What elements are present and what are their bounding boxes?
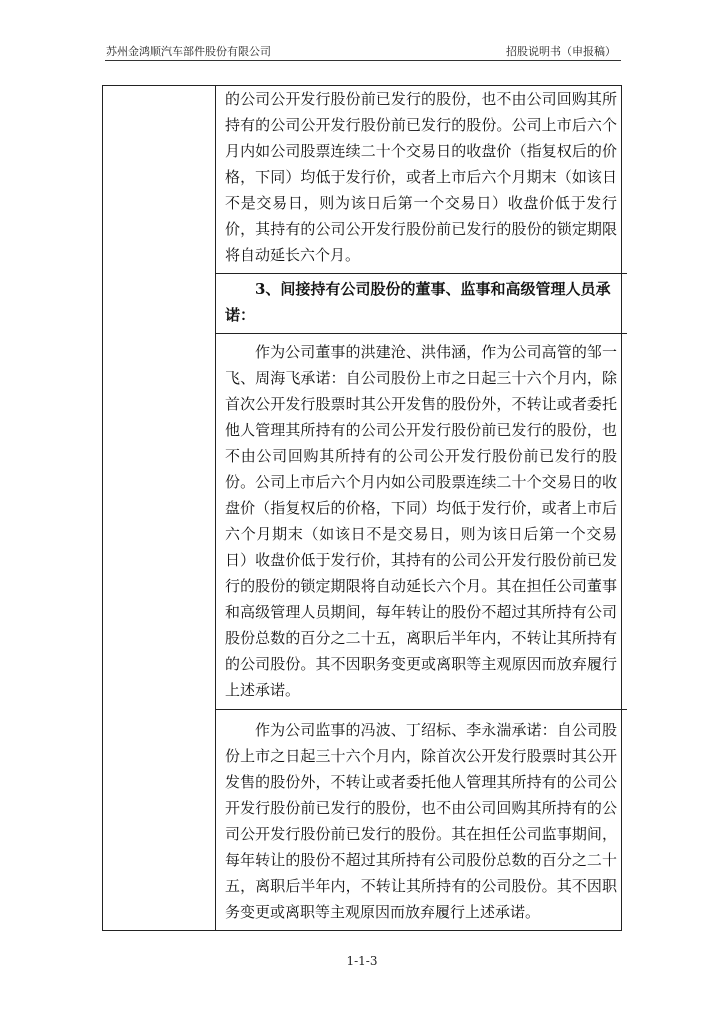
document-type: 招股说明书（申报稿） bbox=[506, 45, 616, 58]
header-rule bbox=[105, 60, 621, 61]
paragraph-directors-commitment: 作为公司董事的洪建沧、洪伟涵，作为公司高管的邹一飞、周海飞承诺：自公司股份上市之日起三十六个月内，除首次公开发行股票时其公开发售的股份外，不转让或者委托他人管理其所持有的公司公开发行股份前已发行的股份，也不由公司回购其所持有的公司公开发行股份前已发行的股份。公司上市后六个月内如公司股票连续二十个交易日的收盘价（指复权后的价格，下同）均低于发行价，或者上市后六个月期末（如该日不是交易日，则为该日后第一个交易日）收盘价低于发行价，其持有的公司公开发行股份前已发行的股份的锁定期限将自动延长六个月。其在担任公司董事和高级管理人员期间，每年转让的股份不超过其所持有公司股份总数的百分之二十五，离职后半年内，不转让其所持有的公司股份。其不因职务变更或离职等主观原因而放弃履行上述承诺。 bbox=[225, 343, 617, 699]
commitment-content-cell bbox=[225, 86, 617, 925]
section-heading: 3、间接持有公司股份的董事、监事和高级管理人员承诺： bbox=[225, 280, 611, 324]
row-divider bbox=[215, 709, 627, 710]
paragraph-supervisors-commitment: 作为公司监事的冯波、丁绍标、李永湍承诺：自公司股份上市之日起三十六个月内，除首次公开发行股票时其公开发售的股份外，不转让或者委托他人管理其所持有的公司公开发行股份前已发行的股份，也不由公司回购其所持有的公司公开发行股份前已发行的股份。其在担任公司监事期间，每年转让的股份不超过其所持有公司股份总数的百分之二十五，离职后半年内，不转让其所持有的公司股份。其不因职务变更或离职等主观原因而放弃履行上述承诺。 bbox=[225, 721, 617, 921]
paragraph-lockup-continued: 的公司公开发行股份前已发行的股份，也不由公司回购其所持有的公司公开发行股份前已发行的股份。公司上市后六个月内如公司股票连续二十个交易日的收盘价（指复权后的价格，下同）均低于发行价，或者上市后六个月期末（如该日不是交易日，则为该日后第一个交易日）收盘价低于发行价，其持有的公司公开发行股份前已发行的股份的锁定期限将自动延长六个月。 bbox=[225, 90, 617, 264]
column-divider bbox=[215, 86, 216, 930]
commitment-table bbox=[102, 85, 622, 931]
page-header bbox=[106, 41, 620, 61]
row-divider bbox=[215, 333, 627, 334]
page-number: 1-1-3 bbox=[346, 954, 378, 968]
company-name: 苏州金鸿顺汽车部件股份有限公司 bbox=[106, 45, 271, 58]
